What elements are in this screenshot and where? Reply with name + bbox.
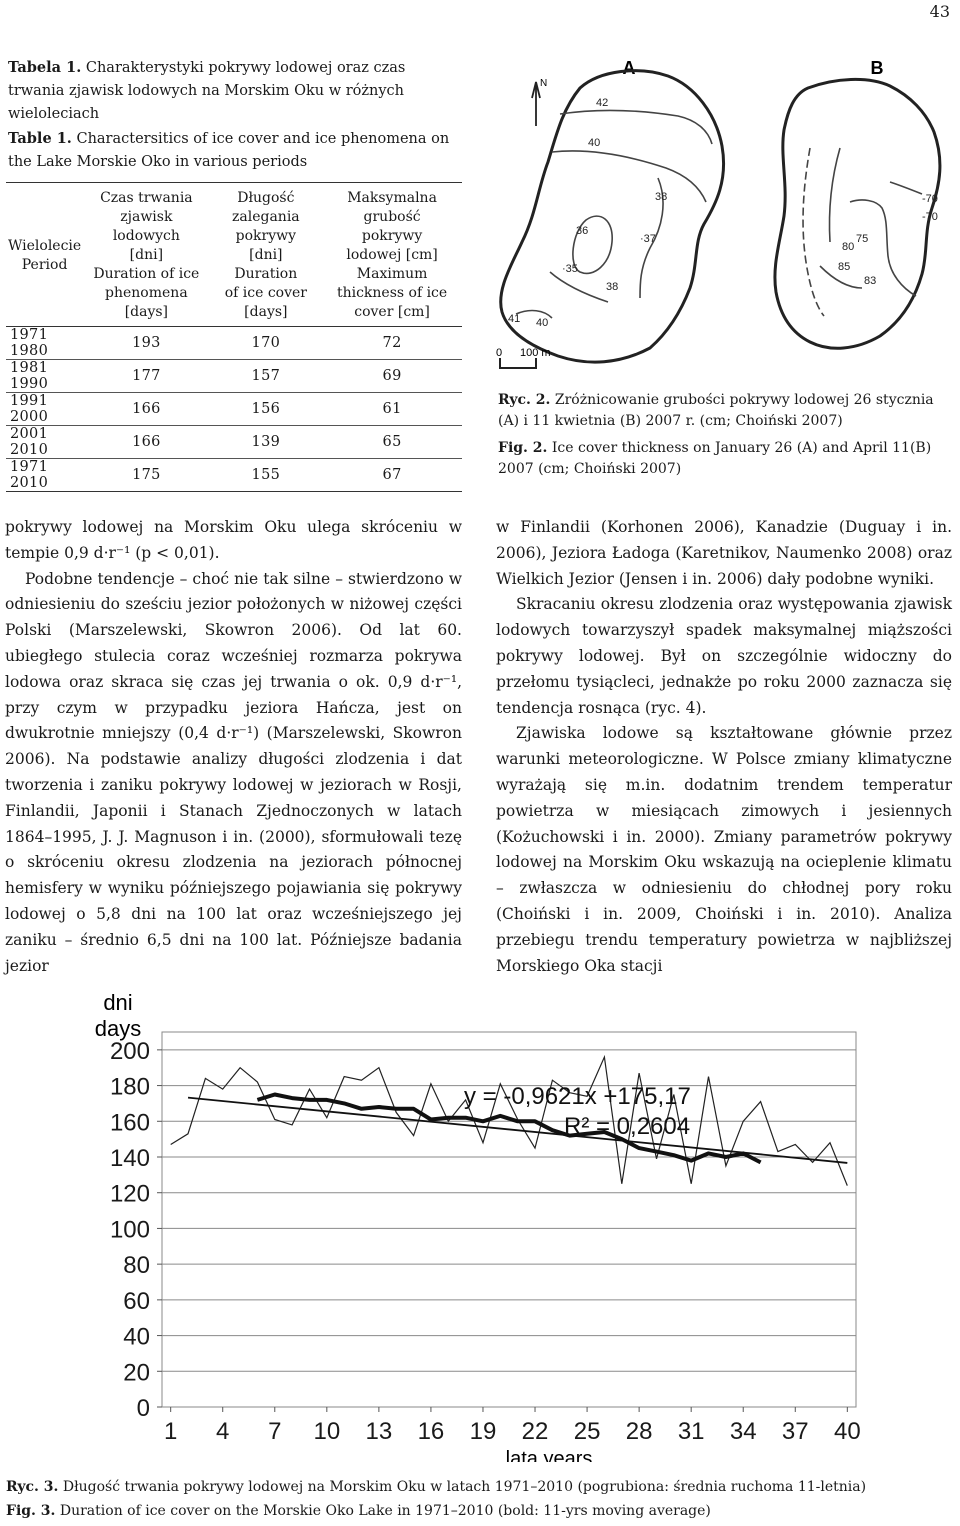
y-tick-label: 140	[109, 1145, 150, 1172]
table-cell: 65	[322, 426, 462, 459]
y-tick-label: 80	[123, 1252, 150, 1280]
map-caption-en: Ice cover thickness on January 26 (A) and April 11(B) 2007 (cm; Choiński 2007)	[498, 440, 932, 477]
table-row	[6, 459, 462, 492]
table-cell: 193	[83, 327, 209, 360]
contour-90	[803, 148, 824, 316]
text-column-left	[5, 515, 462, 979]
table-header-cell	[210, 183, 323, 327]
table-cell: 1981 1990	[6, 360, 83, 393]
map-svg	[490, 52, 950, 376]
table-cell: 155	[210, 459, 323, 492]
y-tick-label: 60	[123, 1287, 150, 1315]
chart-caption-en-label: Fig. 3.	[6, 1502, 56, 1519]
table-header-cell	[322, 183, 462, 327]
x-tick-label: 13	[365, 1418, 393, 1445]
map-caption-en-label: Fig. 2.	[498, 440, 548, 456]
contour-80	[850, 200, 916, 296]
x-tick-label: 25	[573, 1418, 601, 1445]
table-header-cell	[83, 183, 209, 327]
paragraph: w Finlandii (Korhonen 2006), Kanadzie (Duguay i in. 2006), Jeziora Ładoga (Karetnikov, Naumenko 2008) oraz Wielkich Jezior (Jensen i in. 2006) dały podobne wyniki.	[496, 518, 952, 588]
table-caption	[8, 56, 464, 174]
header-line: zalegania	[232, 209, 300, 226]
header-line: Duration	[234, 266, 298, 283]
table-caption-pl-label: Tabela 1.	[8, 59, 82, 76]
scale-bar	[496, 347, 551, 368]
table-cell: 1971 2010	[6, 459, 83, 492]
paragraph: Zjawiska lodowe są kształtowane głównie przez warunki meteorologiczne. W Polsce zmiany klimatyczne wyrażają się m.in. dodatnim trendem temperatur powietrza w miesiącach zimowych i jesiennych (Kożuchowski i in. 2000). Zmiany parametrów pokrywy lodowej na Morskim Oku wskazują na ocieplenie klimatu – zwłaszcza w odniesieniu do chłodnej pory roku (Choiński i in. 2009, Choiński i in. 2010). Analiza przebiegu trendu temperatury powietrza w najbliższej Morskiego Oka stacji	[496, 724, 952, 975]
table-cell: 175	[83, 459, 209, 492]
header-line: pokrywy	[235, 228, 297, 245]
header-line: [dni]	[129, 247, 164, 264]
chart-caption-pl-label: Ryc. 3.	[6, 1479, 59, 1495]
x-tick-label: 34	[729, 1418, 757, 1445]
table-cell: 156	[210, 393, 323, 426]
text-column-right	[496, 515, 952, 979]
table-cell: 157	[210, 360, 323, 393]
header-line: thickness of ice	[336, 285, 448, 302]
trend-equation: y = -0,9621x +175,17	[464, 1083, 691, 1110]
svg-text:80: 80	[842, 241, 855, 253]
ice-duration-chart	[84, 982, 884, 1462]
x-tick-label: 31	[677, 1418, 705, 1445]
header-line: grubość	[363, 209, 421, 226]
table-body	[6, 327, 462, 492]
scale-label: 100 m	[520, 347, 551, 359]
table-row	[6, 426, 462, 459]
contour-75	[829, 148, 840, 242]
map-caption-pl: Zróżnicowanie grubości pokrywy lodowej 26 stycznia (A) i 11 kwietnia (B) 2007 r. (cm; Choiński 2007)	[498, 392, 934, 429]
north-arrow-icon	[532, 78, 547, 126]
header-line: Duration of ice	[93, 266, 200, 283]
y-tick-label: 0	[136, 1395, 150, 1422]
chart-caption-pl: Długość trwania pokrywy lodowej na Morskim Oku w latach 1971–2010 (pogrubiona: średnia ruchoma 11-letnia)	[62, 1479, 867, 1495]
svg-text:75: 75	[856, 233, 869, 245]
table-cell: 166	[83, 393, 209, 426]
header-line: [days]	[244, 304, 288, 321]
page-number: 43	[929, 2, 950, 21]
svg-text:36: 36	[576, 225, 589, 237]
map-caption-pl-label: Ryc. 2.	[498, 392, 551, 408]
x-tick-label: 7	[268, 1418, 282, 1445]
paragraph: pokrywy lodowej na Morskim Oku ulega skróceniu w tempie 0,9 d·r⁻¹ (p < 0,01).	[5, 518, 462, 562]
svg-text:41: 41	[508, 313, 521, 325]
chart-svg	[84, 982, 884, 1462]
y-tick-label: 120	[109, 1180, 150, 1208]
header-line: Wielolecie	[8, 237, 82, 254]
header-line: Czas trwania	[100, 190, 193, 206]
map-label-a: A	[622, 58, 636, 78]
y-tick-label: 200	[109, 1037, 150, 1065]
svg-text:38: 38	[606, 281, 619, 293]
ice-table	[6, 182, 462, 492]
chart-caption-en: Duration of ice cover on the Morskie Oko Lake in 1971–2010 (bold: 11-yrs moving average)	[59, 1502, 711, 1519]
header-line: Maksymalna	[347, 190, 437, 206]
header-line: Długość	[237, 190, 295, 206]
header-line: zjawisk	[120, 209, 173, 226]
x-tick-label: 40	[833, 1418, 861, 1445]
map-label-b: B	[870, 58, 884, 78]
header-line: of ice cover	[224, 285, 307, 302]
svg-text:-70: -70	[922, 211, 938, 223]
svg-text:-70: -70	[922, 193, 938, 205]
table-header-row	[6, 183, 462, 327]
lake-b-outline	[775, 79, 940, 348]
table-row	[6, 393, 462, 426]
x-tick-label: 10	[313, 1418, 341, 1445]
contour-38b	[550, 272, 608, 302]
map-caption	[498, 390, 953, 480]
paragraph: Skracaniu okresu zlodzenia oraz występowania zjawisk lodowych towarzyszył spadek maksymalnej miąższości pokrywy lodowej. Był on szczególnie widoczny do przełomu tysiącleci, jednakże po roku 2000 zaznacza się tendencja rosnąca (ryc. 4).	[496, 595, 952, 717]
svg-text:38: 38	[655, 191, 668, 203]
table-cell: 2001 2010	[6, 426, 83, 459]
table-cell: 1991 2000	[6, 393, 83, 426]
x-tick-label: 37	[781, 1418, 809, 1445]
header-line: phenomena	[105, 285, 188, 302]
x-tick-label: 16	[417, 1418, 445, 1445]
header-line: Maximum	[356, 266, 428, 283]
header-line: pokrywy	[361, 228, 423, 245]
svg-text:85: 85	[838, 261, 851, 273]
svg-text:·35: ·35	[562, 263, 578, 275]
table-cell: 61	[322, 393, 462, 426]
x-axis-label: lata years	[505, 1448, 593, 1462]
y-axis-label-en: days	[94, 1016, 142, 1041]
table-cell: 72	[322, 327, 462, 360]
header-line: Period	[21, 256, 68, 273]
header-line: lodowej [cm]	[346, 247, 438, 264]
table-caption-pl: Charakterystyki pokrywy lodowej oraz czas trwania zjawisk lodowych na Morskim Oku w różnych wieloleciach	[8, 60, 406, 123]
svg-text:40: 40	[588, 137, 601, 149]
contour-70	[890, 182, 922, 194]
y-tick-label: 40	[123, 1323, 150, 1351]
svg-text:40: 40	[536, 317, 549, 329]
table-cell: 67	[322, 459, 462, 492]
contour-42	[560, 110, 712, 144]
svg-text:42: 42	[596, 97, 609, 109]
x-tick-label: 28	[625, 1418, 653, 1445]
svg-text:83: 83	[864, 275, 877, 287]
table-cell: 139	[210, 426, 323, 459]
table-cell: 1971 1980	[6, 327, 83, 360]
scale-zero: 0	[496, 347, 503, 359]
header-line: [dni]	[249, 247, 283, 264]
contour-40	[552, 151, 706, 202]
y-axis-label-pl: dni	[103, 990, 133, 1015]
table-cell: 166	[83, 426, 209, 459]
table-row	[6, 360, 462, 393]
header-line: [days]	[124, 304, 169, 321]
table-cell: 177	[83, 360, 209, 393]
header-line: lodowych	[112, 228, 180, 245]
table-cell: 170	[210, 327, 323, 360]
chart-caption	[6, 1476, 951, 1524]
table-caption-en-label: Table 1.	[8, 129, 72, 147]
table-cell: 69	[322, 360, 462, 393]
y-tick-label: 180	[109, 1073, 150, 1101]
x-tick-label: 1	[163, 1418, 178, 1445]
y-tick-label: 100	[109, 1216, 150, 1244]
table-header-cell	[6, 183, 83, 327]
y-tick-label: 160	[109, 1109, 150, 1137]
table-row	[6, 327, 462, 360]
table-caption-en: Charactersitics of ice cover and ice phenomena on the Lake Morskie Oko in various periods	[8, 130, 450, 170]
paragraph: Podobne tendencje – choć nie tak silne – stwierdzono w odniesieniu do sześciu jezior położonych w niżowej części Polski (Marszelewski, Skowron 2006). Od lat 60. ubiegłego stulecia coraz wcześniej rozmarza pokrywa lodowa oraz skraca się czas jej trwania o ok. 0,9 d·r⁻¹, przy czym w przypadku jeziora Hańcza, jest on dwukrotnie mniejszy (0,4 d·r⁻¹) (Marszelewski, Skowron 2006). Na podstawie analizy długości zlodzenia i dat tworzenia i zaniku pokrywy lodowej w jeziorach w Rosji, Finlandii, Japonii i Stanach Zjednoczonych w latach 1864–1995, J. J. Magnuson i in. (2000), sformułowali tezę o skróceniu okresu zlodzenia na jeziorach północnej hemisfery w wyniku późniejszego pojawiania się pokrywy lodowej o 5,8 dni na 100 lat oraz wcześniejszego jej zaniku – średnio 6,5 dni na 100 lat. Późniejsze badania jezior	[5, 569, 462, 975]
x-tick-label: 4	[216, 1418, 230, 1445]
x-tick-label: 19	[469, 1418, 497, 1445]
north-label: N	[540, 78, 548, 89]
lake-a-outline	[501, 71, 724, 362]
svg-text:·37: ·37	[640, 233, 656, 245]
header-line: cover [cm]	[354, 304, 430, 321]
x-tick-label: 22	[521, 1418, 549, 1445]
map-figure	[490, 52, 950, 376]
trend-r2: R² = 0,2604	[564, 1113, 691, 1140]
y-tick-label: 20	[123, 1359, 150, 1387]
